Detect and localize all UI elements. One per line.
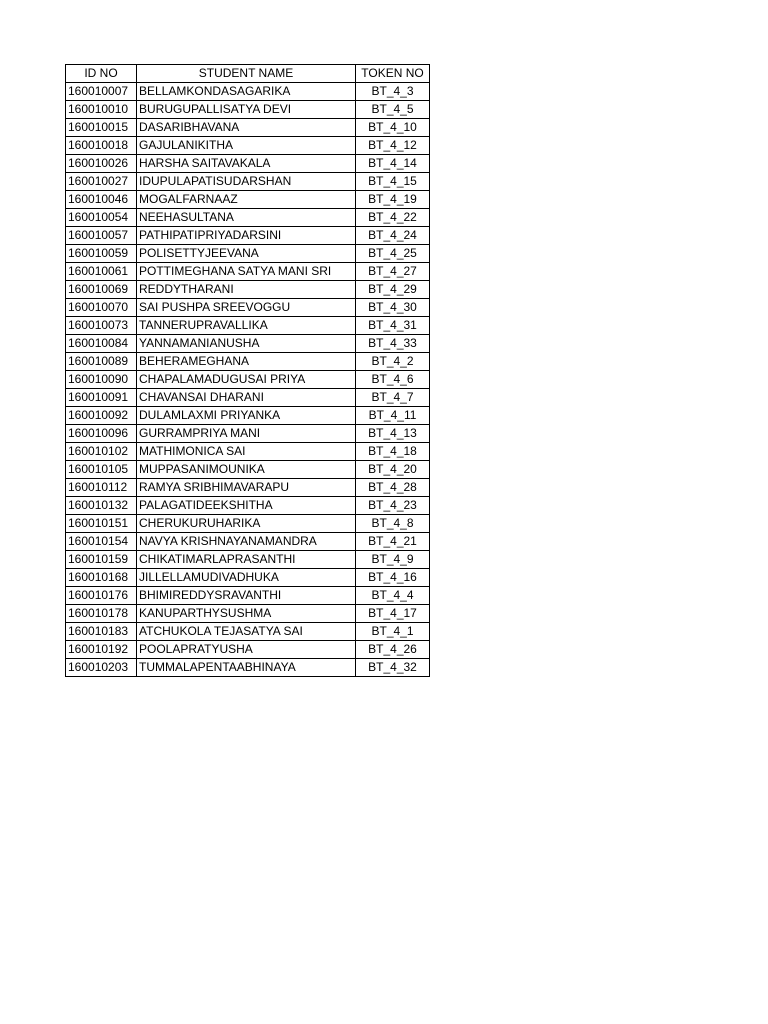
token-no-cell: BT_4_24 <box>356 227 430 245</box>
token-no-cell: BT_4_17 <box>356 605 430 623</box>
id-no-cell: 160010026 <box>66 155 137 173</box>
student-name-cell: KANUPARTHYSUSHMA <box>137 605 356 623</box>
table-row <box>66 137 430 155</box>
token-no-cell: BT_4_27 <box>356 263 430 281</box>
student-name-cell: JILLELLAMUDIVADHUKA <box>137 569 356 587</box>
student-name-cell: DASARIBHAVANA <box>137 119 356 137</box>
token-no-cell: BT_4_13 <box>356 425 430 443</box>
table-row <box>66 461 430 479</box>
id-no-cell: 160010010 <box>66 101 137 119</box>
id-no-cell: 160010203 <box>66 659 137 677</box>
id-no-cell: 160010054 <box>66 209 137 227</box>
token-no-cell: BT_4_5 <box>356 101 430 119</box>
id-no-cell: 160010112 <box>66 479 137 497</box>
id-no-cell: 160010132 <box>66 497 137 515</box>
student-name-cell: CHERUKURUHARIKA <box>137 515 356 533</box>
student-token-sheet <box>65 64 430 677</box>
student-name-cell: YANNAMANIANUSHA <box>137 335 356 353</box>
token-no-cell: BT_4_23 <box>356 497 430 515</box>
student-name-cell: DULAMLAXMI PRIYANKA <box>137 407 356 425</box>
table-row <box>66 281 430 299</box>
table-row <box>66 299 430 317</box>
id-no-cell: 160010089 <box>66 353 137 371</box>
student-name-cell: BELLAMKONDASAGARIKA <box>137 83 356 101</box>
table-row <box>66 191 430 209</box>
table-row <box>66 497 430 515</box>
token-no-cell: BT_4_11 <box>356 407 430 425</box>
student-name-cell: CHAPALAMADUGUSAI PRIYA <box>137 371 356 389</box>
table-header-row <box>66 65 430 83</box>
token-no-cell: BT_4_10 <box>356 119 430 137</box>
student-name-cell: REDDYTHARANI <box>137 281 356 299</box>
id-no-cell: 160010061 <box>66 263 137 281</box>
table-row <box>66 173 430 191</box>
id-no-cell: 160010151 <box>66 515 137 533</box>
student-name-cell: NAVYA KRISHNAYANAMANDRA <box>137 533 356 551</box>
token-no-cell: BT_4_28 <box>356 479 430 497</box>
id-no-cell: 160010092 <box>66 407 137 425</box>
table-row <box>66 425 430 443</box>
student-name-cell: PALAGATIDEEKSHITHA <box>137 497 356 515</box>
id-no-cell: 160010018 <box>66 137 137 155</box>
student-name-cell: SAI PUSHPA SREEVOGGU <box>137 299 356 317</box>
table-row <box>66 83 430 101</box>
token-no-cell: BT_4_29 <box>356 281 430 299</box>
token-no-cell: BT_4_14 <box>356 155 430 173</box>
student-name-cell: POTTIMEGHANA SATYA MANI SRI <box>137 263 356 281</box>
id-no-cell: 160010102 <box>66 443 137 461</box>
token-no-cell: BT_4_20 <box>356 461 430 479</box>
table-row <box>66 641 430 659</box>
id-no-cell: 160010091 <box>66 389 137 407</box>
student-name-cell: GAJULANIKITHA <box>137 137 356 155</box>
table-row <box>66 101 430 119</box>
table-row <box>66 569 430 587</box>
token-no-cell: BT_4_7 <box>356 389 430 407</box>
student-name-cell: RAMYA SRIBHIMAVARAPU <box>137 479 356 497</box>
student-name-cell: MUPPASANIMOUNIKA <box>137 461 356 479</box>
id-no-cell: 160010027 <box>66 173 137 191</box>
student-name-cell: BURUGUPALLISATYA DEVI <box>137 101 356 119</box>
id-no-cell: 160010105 <box>66 461 137 479</box>
token-no-cell: BT_4_9 <box>356 551 430 569</box>
token-no-cell: BT_4_15 <box>356 173 430 191</box>
table-row <box>66 245 430 263</box>
student-name-cell: BEHERAMEGHANA <box>137 353 356 371</box>
student-name-cell: TANNERUPRAVALLIKA <box>137 317 356 335</box>
id-no-cell: 160010057 <box>66 227 137 245</box>
id-no-cell: 160010073 <box>66 317 137 335</box>
table-row <box>66 659 430 677</box>
student-name-cell: MOGALFARNAAZ <box>137 191 356 209</box>
student-name-cell: PATHIPATIPRIYADARSINI <box>137 227 356 245</box>
id-no-cell: 160010007 <box>66 83 137 101</box>
id-no-cell: 160010015 <box>66 119 137 137</box>
table-row <box>66 119 430 137</box>
student-name-cell: ATCHUKOLA TEJASATYA SAI <box>137 623 356 641</box>
student-name-cell: GURRAMPRIYA MANI <box>137 425 356 443</box>
token-no-cell: BT_4_26 <box>356 641 430 659</box>
student-name-cell: IDUPULAPATISUDARSHAN <box>137 173 356 191</box>
student-name-cell: TUMMALAPENTAABHINAYA <box>137 659 356 677</box>
student-name-cell: POLISETTYJEEVANA <box>137 245 356 263</box>
table-row <box>66 623 430 641</box>
table-row <box>66 353 430 371</box>
id-no-cell: 160010096 <box>66 425 137 443</box>
token-no-cell: BT_4_8 <box>356 515 430 533</box>
token-no-cell: BT_4_21 <box>356 533 430 551</box>
id-no-cell: 160010084 <box>66 335 137 353</box>
table-row <box>66 515 430 533</box>
table-row <box>66 209 430 227</box>
student-name-cell: POOLAPRATYUSHA <box>137 641 356 659</box>
token-no-cell: BT_4_30 <box>356 299 430 317</box>
column-header-token-no: TOKEN NO <box>356 65 430 83</box>
table-row <box>66 335 430 353</box>
token-no-cell: BT_4_16 <box>356 569 430 587</box>
column-header-id-no: ID NO <box>66 65 137 83</box>
id-no-cell: 160010046 <box>66 191 137 209</box>
token-no-cell: BT_4_1 <box>356 623 430 641</box>
table-row <box>66 389 430 407</box>
id-no-cell: 160010176 <box>66 587 137 605</box>
id-no-cell: 160010090 <box>66 371 137 389</box>
token-no-cell: BT_4_18 <box>356 443 430 461</box>
id-no-cell: 160010178 <box>66 605 137 623</box>
table-body <box>66 83 430 677</box>
token-no-cell: BT_4_25 <box>356 245 430 263</box>
id-no-cell: 160010059 <box>66 245 137 263</box>
table-row <box>66 155 430 173</box>
id-no-cell: 160010154 <box>66 533 137 551</box>
student-name-cell: BHIMIREDDYSRAVANTHI <box>137 587 356 605</box>
student-name-cell: MATHIMONICA SAI <box>137 443 356 461</box>
student-name-cell: CHIKATIMARLAPRASANTHI <box>137 551 356 569</box>
student-name-cell: HARSHA SAITAVAKALA <box>137 155 356 173</box>
token-no-cell: BT_4_22 <box>356 209 430 227</box>
table-row <box>66 371 430 389</box>
table-row <box>66 605 430 623</box>
token-no-cell: BT_4_33 <box>356 335 430 353</box>
table-row <box>66 407 430 425</box>
token-no-cell: BT_4_6 <box>356 371 430 389</box>
table-row <box>66 551 430 569</box>
token-no-cell: BT_4_12 <box>356 137 430 155</box>
token-no-cell: BT_4_19 <box>356 191 430 209</box>
token-no-cell: BT_4_3 <box>356 83 430 101</box>
id-no-cell: 160010070 <box>66 299 137 317</box>
table-row <box>66 533 430 551</box>
token-no-cell: BT_4_4 <box>356 587 430 605</box>
id-no-cell: 160010192 <box>66 641 137 659</box>
student-name-cell: CHAVANSAI DHARANI <box>137 389 356 407</box>
id-no-cell: 160010159 <box>66 551 137 569</box>
table-row <box>66 479 430 497</box>
token-no-cell: BT_4_31 <box>356 317 430 335</box>
id-no-cell: 160010069 <box>66 281 137 299</box>
table-row <box>66 443 430 461</box>
student-name-cell: NEEHASULTANA <box>137 209 356 227</box>
table-row <box>66 587 430 605</box>
student-token-table <box>65 64 430 677</box>
token-no-cell: BT_4_32 <box>356 659 430 677</box>
table-row <box>66 317 430 335</box>
id-no-cell: 160010168 <box>66 569 137 587</box>
column-header-student-name: STUDENT NAME <box>137 65 356 83</box>
token-no-cell: BT_4_2 <box>356 353 430 371</box>
table-row <box>66 227 430 245</box>
table-row <box>66 263 430 281</box>
id-no-cell: 160010183 <box>66 623 137 641</box>
